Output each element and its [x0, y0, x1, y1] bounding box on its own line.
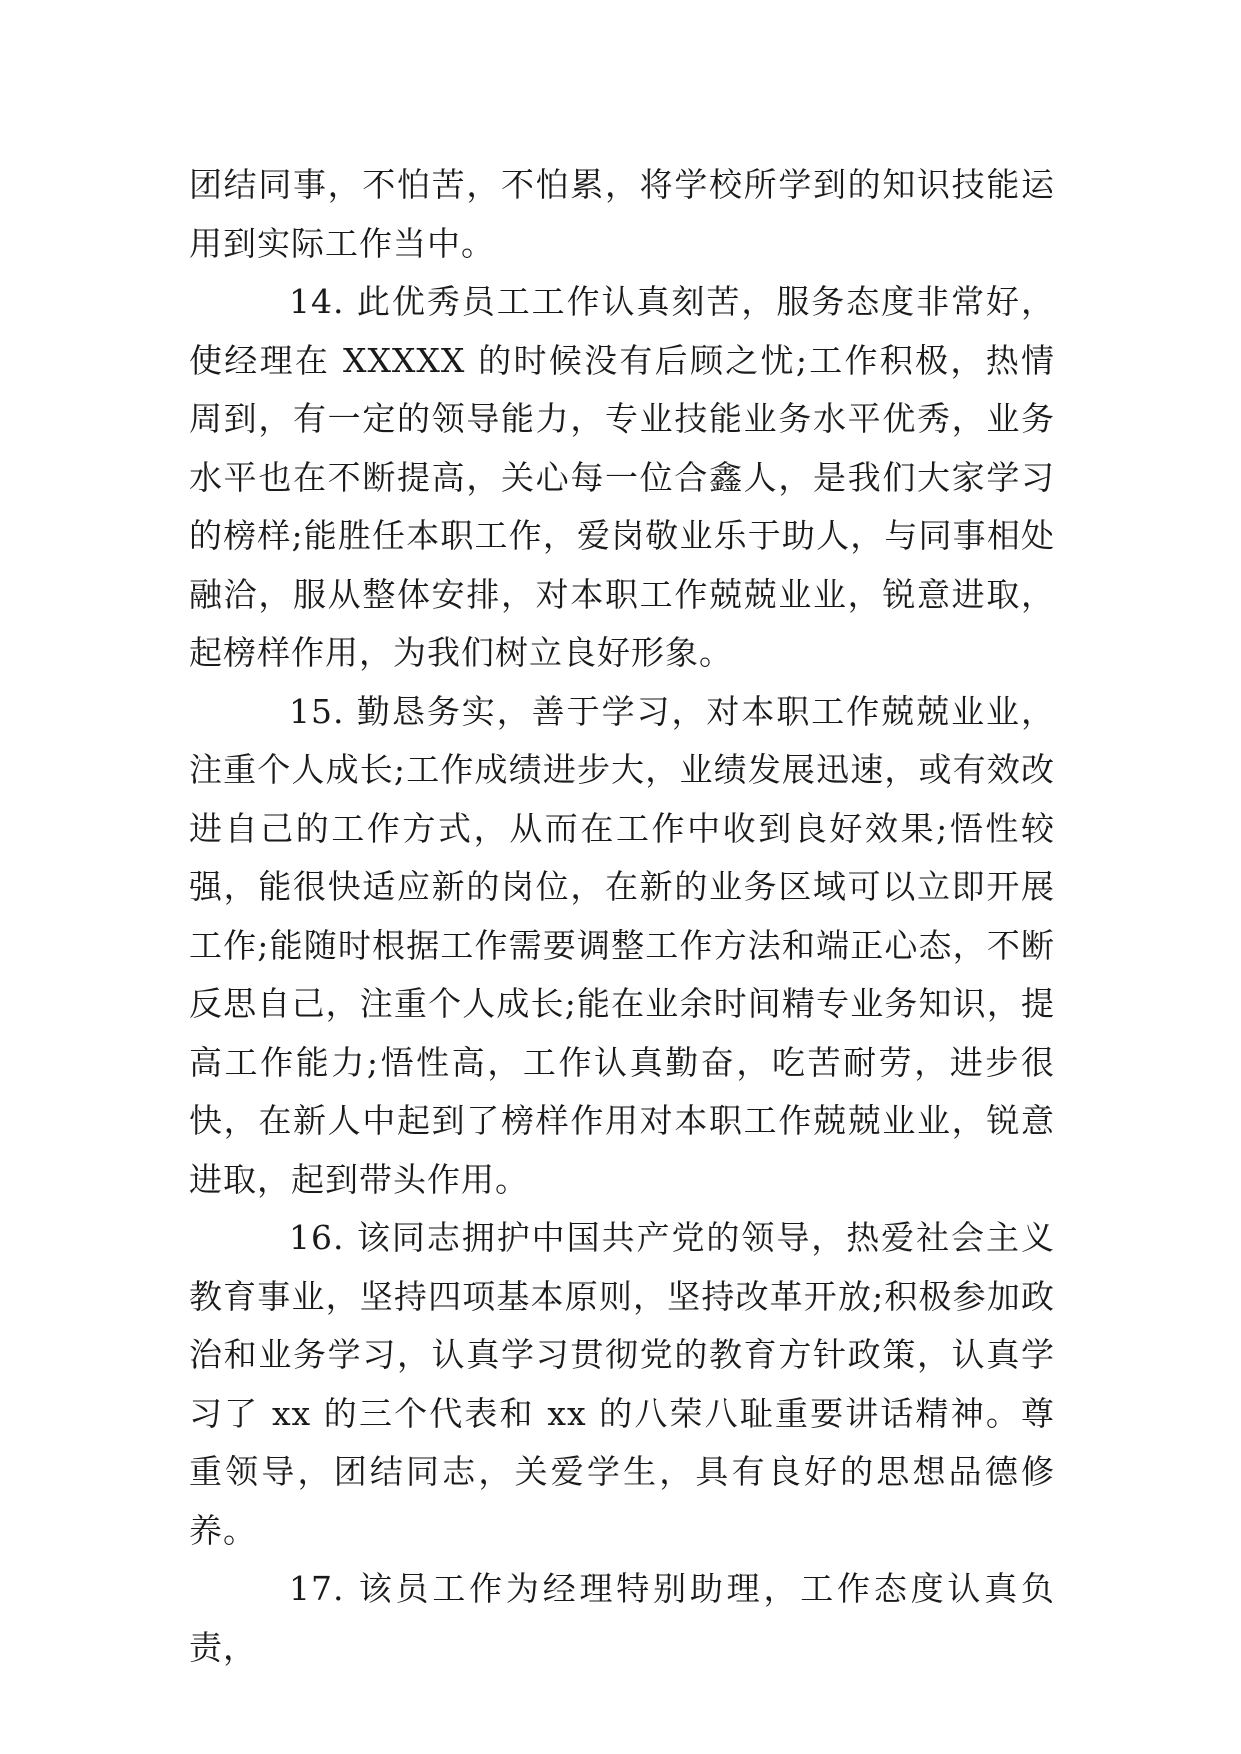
paragraph-14: 14. 此优秀员工工作认真刻苦，服务态度非常好，使经理在 XXXXX 的时候没有后顾之忧;工作积极，热情周到，有一定的领导能力，专业技能业务水平优秀，业务水平也在不断提高，关心每一位合鑫人，是我们大家学习的榜样;能胜任本职工作，爱岗敬业乐于助人，与同事相处融洽，服从整体安排，对本职工作兢兢业业，锐意进取，起榜样作用，为我们树立良好形象。 — [189, 282, 1055, 672]
paragraph-16: 16. 该同志拥护中国共产党的领导，热爱社会主义教育事业，坚持四项基本原则，坚持改革开放;积极参加政治和业务学习，认真学习贯彻党的教育方针政策，认真学习了 xx 的三个代表和 xx 的八荣八耻重要讲话精神。尊重领导，团结同志，关爱学生，具有良好的思想品德修养。 — [189, 1218, 1055, 1550]
paragraph-15: 15. 勤恳务实，善于学习，对本职工作兢兢业业，注重个人成长;工作成绩进步大，业绩发展迅速，或有效改进自己的工作方式，从而在工作中收到良好效果;悟性较强，能很快适应新的岗位，在新的业务区域可以立即开展工作;能随时根据工作需要调整工作方法和端正心态，不断反思自己，注重个人成长;能在业余时间精专业务知识，提高工作能力;悟性高，工作认真勤奋，吃苦耐劳，进步很快，在新人中起到了榜样作用对本职工作兢兢业业，锐意进取，起到带头作用。 — [189, 691, 1055, 1199]
paragraph-13-continuation: 团结同事，不怕苦，不怕累，将学校所学到的知识技能运用到实际工作当中。 — [189, 165, 1055, 263]
paragraph-17: 17. 该员工作为经理特别助理，工作态度认真负责， — [189, 1569, 1055, 1667]
document-body — [189, 156, 1055, 1677]
